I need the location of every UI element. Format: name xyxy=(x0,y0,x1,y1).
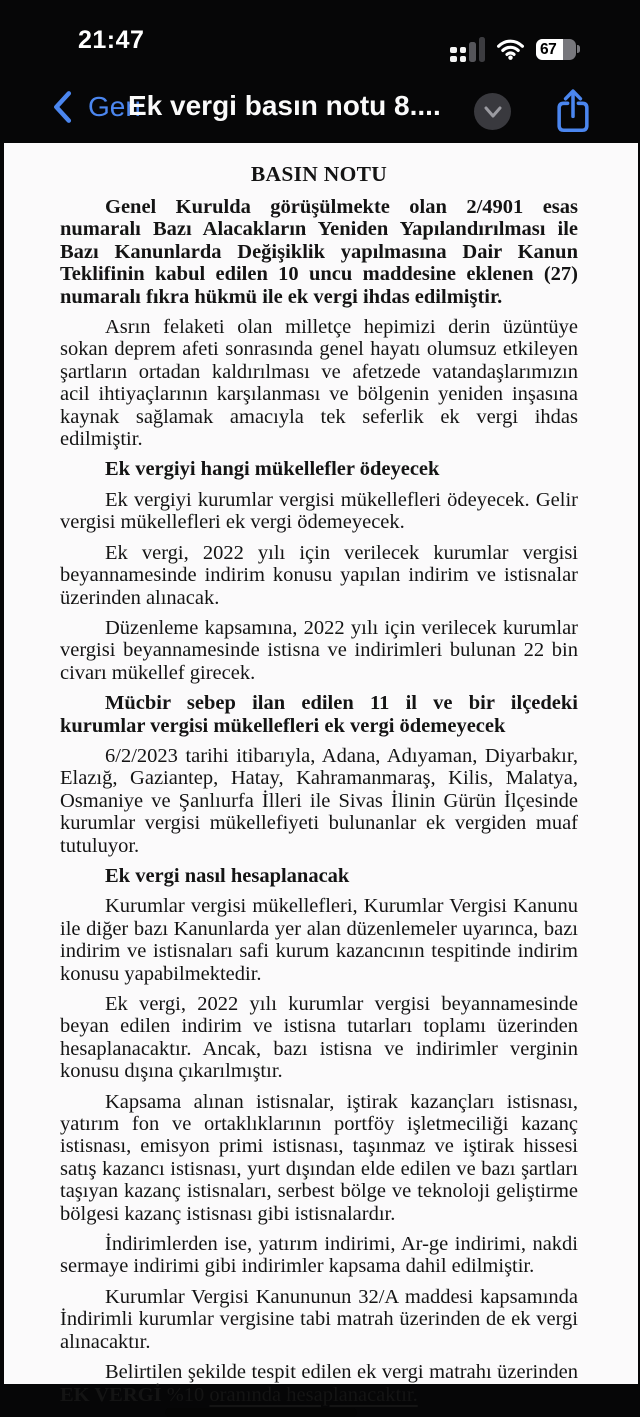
document-heading: BASIN NOTU xyxy=(250,162,388,186)
cellular-signal-icon xyxy=(450,36,485,62)
closing-underlined: oranında hesaplanacaktır. xyxy=(209,1383,418,1406)
paragraph: Kurumlar vergisi mükellefleri, Kurumlar Vergisi Kanunu ile diğer bazı Kanunlarda yer alan düzenlemeler uyarınca, bazı indirim ve istisnaları safi kurum kazancının tespitinde indirim konusu yapabilmektedir. xyxy=(60,895,578,985)
closing-paragraph xyxy=(60,1361,578,1406)
section-heading: Ek vergi nasıl hesaplanacak xyxy=(105,864,350,887)
wifi-icon xyxy=(496,39,525,60)
document-page[interactable] xyxy=(4,143,638,1406)
chevron-left-icon[interactable] xyxy=(50,90,74,129)
closing-rate: %10 xyxy=(166,1383,205,1406)
back-button[interactable]: Geri xyxy=(88,91,141,122)
paragraph: Düzenleme kapsamına, 2022 yılı için verilecek kurumlar vergisi beyannamesinde istisna ve indirimleri bulunan 22 bin civarı mükellef girecek. xyxy=(60,616,578,684)
closing-bold: EK VERGİ xyxy=(60,1383,162,1406)
paragraph: 6/2/2023 tarihi itibarıyla, Adana, Adıyaman, Diyarbakır, Elazığ, Gaziantep, Hatay, Kahramanmaraş, Kilis, Malatya, Osmaniye ve Şanlıurfa İlleri ile Sivas İlinin Gürün İlçesinde kurumlar vergisi mükellefiyeti bulunanlar ek vergiden muaf tutuluyor. xyxy=(60,744,578,857)
marker-underline xyxy=(165,1408,357,1417)
paragraph-container xyxy=(60,196,578,1353)
document-body xyxy=(4,143,638,1406)
title-menu-button[interactable] xyxy=(474,93,511,130)
chevron-down-icon xyxy=(483,105,503,119)
share-icon xyxy=(553,87,593,135)
battery-percent: 67 xyxy=(540,40,557,58)
status-icons xyxy=(450,36,580,62)
section-heading: Ek vergiyi hangi mükellefler ödeyecek xyxy=(105,458,440,481)
battery-icon xyxy=(536,39,580,60)
paragraph: Kurumlar Vergisi Kanununun 32/A maddesi kapsamında İndirimli kurumlar vergisine tabi matrah üzerinden de ek vergi alınacaktır. xyxy=(60,1285,578,1353)
section-heading: Mücbir sebep ilan edilen 11 il ve bir ilçedeki kurumlar vergisi mükellefleri ek vergi ödemeyecek xyxy=(60,692,578,737)
paragraph: Genel Kurulda görüşülmekte olan 2/4901 esas numaralı Bazı Alacakların Yeniden Yapılandırılması ile Bazı Kanunlarda Değişiklik yapılmasına Dair Kanun Teklifinin kabul edilen 10 uncu maddesine eklenen (27) numaralı fıkra hükmü ile ek vergi ihdas edilmiştir. xyxy=(60,196,578,308)
paragraph: Ek vergiyi kurumlar vergisi mükellefleri ödeyecek. Gelir vergisi mükellefleri ek vergi ödemeyecek. xyxy=(60,488,578,534)
closing-lead: Belirtilen şekilde tespit edilen ek vergi matrahı üzerinden xyxy=(105,1361,578,1384)
document-title-bar: Ek vergi basın notu 8.... xyxy=(128,90,441,121)
status-time: 21:47 xyxy=(78,26,145,54)
paragraph: Ek vergi, 2022 yılı için verilecek kurumlar vergisi beyannamesinde indirim konusu yapılan indirim ve istisnalar üzerinden alınacak. xyxy=(60,541,578,609)
navigation-bar xyxy=(0,80,640,143)
share-button[interactable] xyxy=(551,86,595,136)
paragraph: Kapsama alınan istisnalar, iştirak kazançları istisnası, yatırım fon ve ortaklıklarının portföy işletmeciliği kazanç istisnası, emisyon primi istisnası, taşınmaz ve iştirak hissesi satış kazancı istisnası, yurt dışından elde edilen ve bazı şartları taşıyan kazanç istisnaları, serbest bölge ve teknoloji geliştirme bölgesi kazanç istisnası gibi istisnalardır. xyxy=(60,1090,578,1225)
paragraph: Ek vergi, 2022 yılı kurumlar vergisi beyannamesinde beyan edilen indirim ve istisna tutarları toplamı üzerinden hesaplanacaktır. Ancak, bazı istisna ve indirimler verginin konusu dışına çıkarılmıştır. xyxy=(60,993,578,1083)
paragraph: Asrın felaketi olan milletçe hepimizi derin üzüntüye sokan deprem afeti sonrasında genel hayatı olumsuz etkileyen şartların ortadan kaldırılması ve afetzede vatandaşlarımızın acil ihtiyaçlarının karşılanması ve bölgenin yeniden inşasına kaynak sağlamak amacıyla tek seferlik ek vergi ihdas edilmiştir. xyxy=(60,316,578,451)
paragraph: İndirimlerden ise, yatırım indirimi, Ar-ge indirimi, nakdi sermaye indirimi gibi indirimler kapsama dahil edilmiştir. xyxy=(60,1233,578,1278)
